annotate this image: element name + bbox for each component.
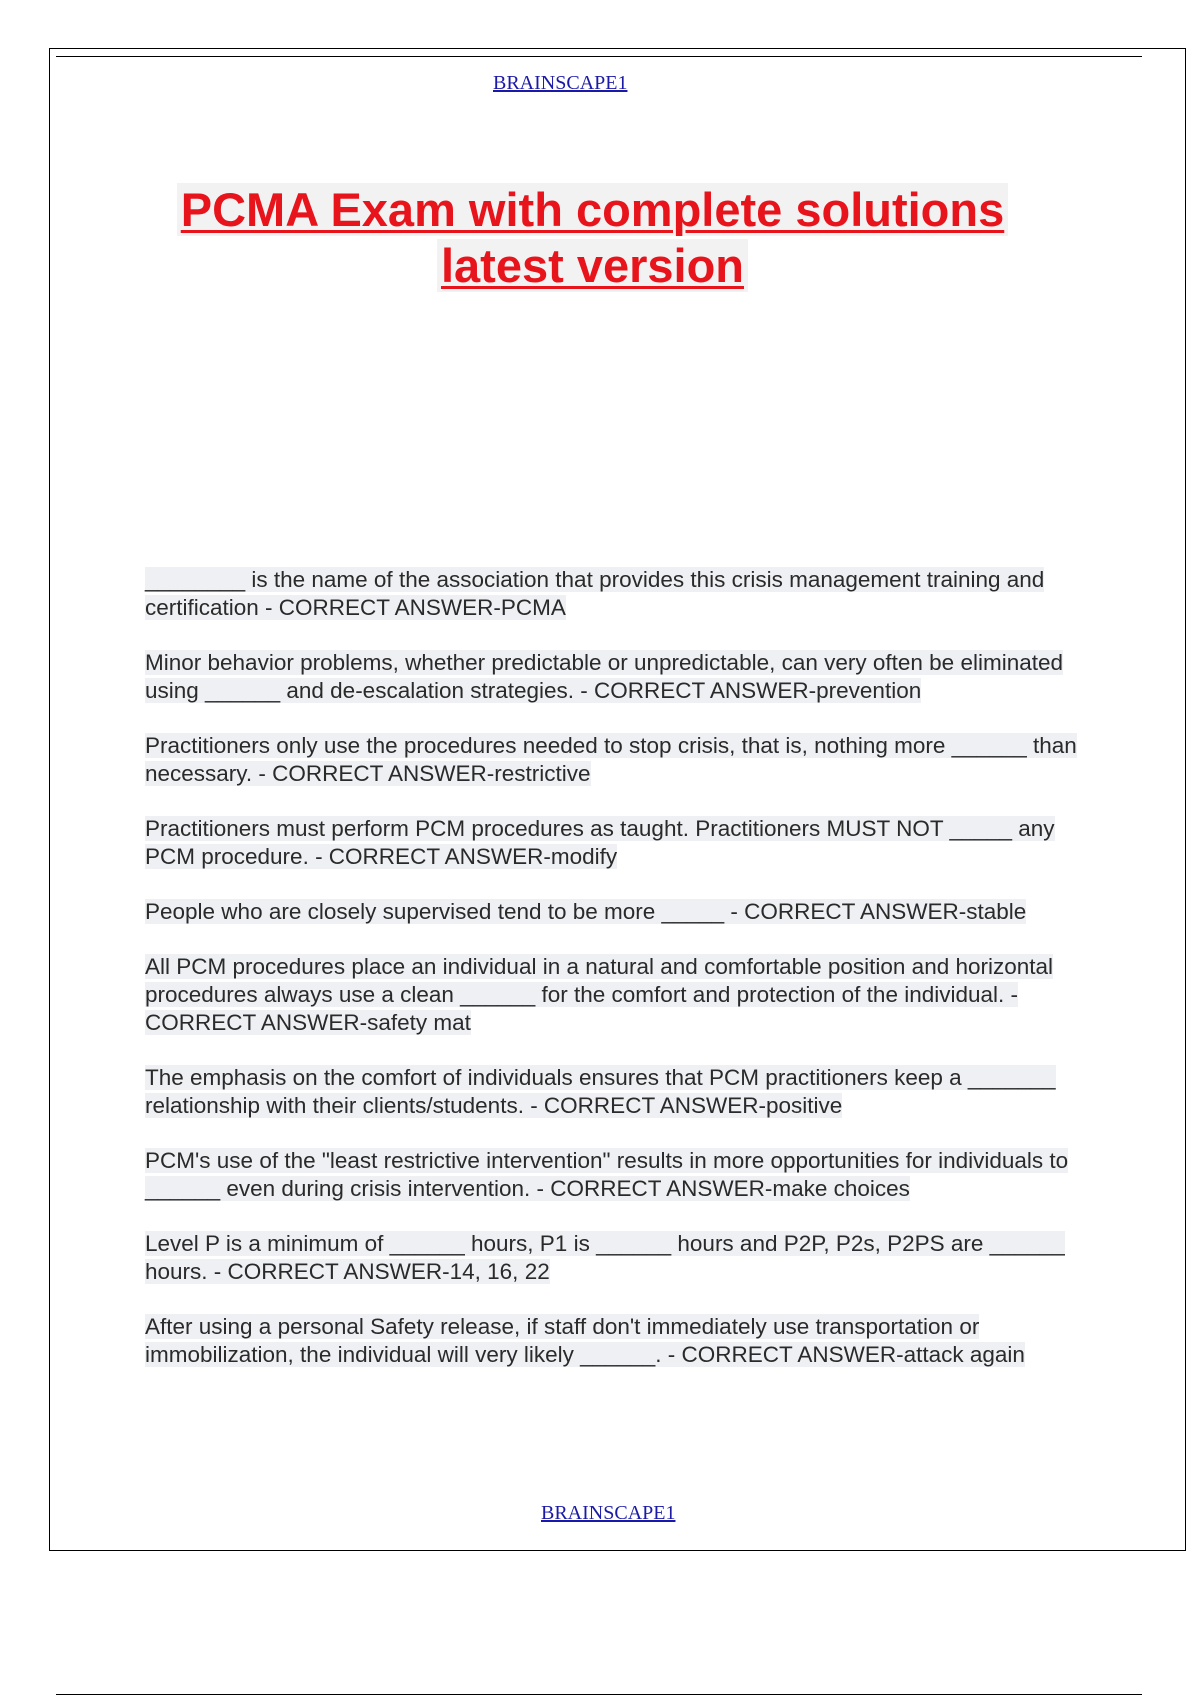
footer-brand-link[interactable]: BRAINSCAPE1	[541, 1502, 676, 1524]
qa-text: Practitioners must perform PCM procedures as taught. Practitioners MUST NOT _____ any PCM procedure. - CORRECT ANSWER-modify	[145, 816, 1055, 869]
qa-item	[145, 1313, 1085, 1369]
qa-text: All PCM procedures place an individual in a natural and comfortable position and horizontal procedures always use a clean ______ for the comfort and protection of the individual. - CORRECT ANSWER-safety mat	[145, 954, 1054, 1035]
qa-item	[145, 953, 1085, 1037]
qa-text: Level P is a minimum of ______ hours, P1 is ______ hours and P2P, P2s, P2PS are ______ hours. - CORRECT ANSWER-14, 16, 22	[145, 1231, 1065, 1284]
qa-text: ________ is the name of the association that provides this crisis management training and certification - CORRECT ANSWER-PCMA	[145, 567, 1045, 620]
qa-item	[145, 1230, 1085, 1286]
title-line-2: latest version	[437, 239, 748, 292]
qa-list	[145, 566, 1085, 1396]
qa-item	[145, 732, 1085, 788]
qa-text: People who are closely supervised tend to be more _____ - CORRECT ANSWER-stable	[145, 899, 1027, 924]
qa-item	[145, 1147, 1085, 1203]
title-line-1: PCMA Exam with complete solutions	[177, 183, 1009, 236]
qa-item	[145, 815, 1085, 871]
qa-text: PCM's use of the "least restrictive intervention" results in more opportunities for individuals to ______ even during crisis intervention. - CORRECT ANSWER-make choices	[145, 1148, 1069, 1201]
top-rule	[56, 56, 1142, 57]
bottom-rule	[56, 1694, 1142, 1695]
qa-text: The emphasis on the comfort of individuals ensures that PCM practitioners keep a _______ relationship with their clients/students. - CORRECT ANSWER-positive	[145, 1065, 1056, 1118]
qa-item	[145, 1064, 1085, 1120]
qa-item	[145, 566, 1085, 622]
page-title	[150, 182, 1035, 294]
qa-item	[145, 649, 1085, 705]
header-brand-link[interactable]: BRAINSCAPE1	[493, 72, 628, 94]
qa-text: Practitioners only use the procedures needed to stop crisis, that is, nothing more ______ than necessary. - CORRECT ANSWER-restrictive	[145, 733, 1077, 786]
qa-item	[145, 898, 1085, 926]
qa-text: After using a personal Safety release, if staff don't immediately use transportation or immobilization, the individual will very likely ______. - CORRECT ANSWER-attack again	[145, 1314, 1025, 1367]
qa-text: Minor behavior problems, whether predictable or unpredictable, can very often be eliminated using ______ and de-escalation strategies. - CORRECT ANSWER-prevention	[145, 650, 1064, 703]
